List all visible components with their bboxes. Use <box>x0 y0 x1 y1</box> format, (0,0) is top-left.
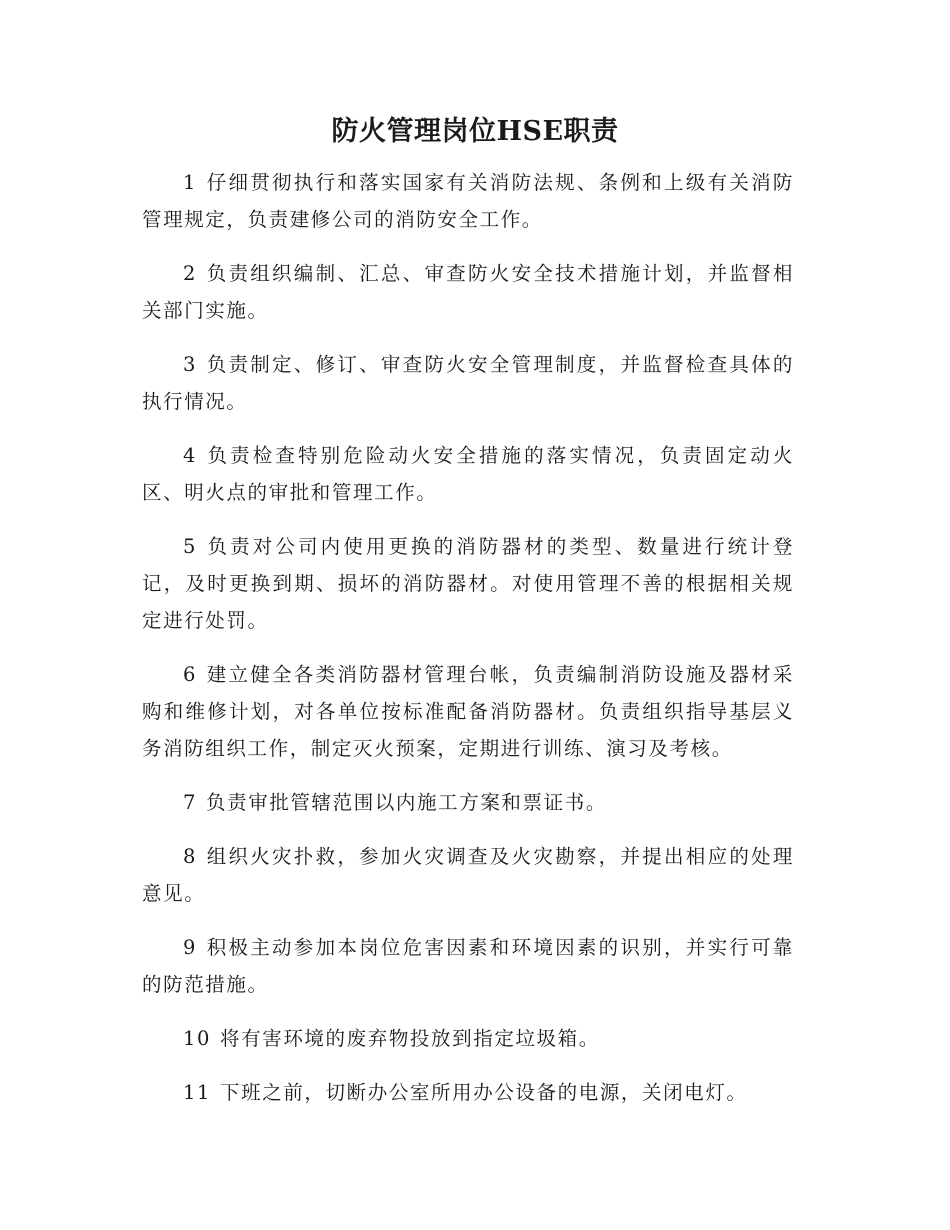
duty-item <box>142 164 794 238</box>
duty-text: 建立健全各类消防器材管理台帐，负责编制消防设施及器材采购和维修计划，对各单位按标准配备消防器材。负责组织指导基层义务消防组织工作，制定灭火预案，定期进行训练、演习及考核。 <box>142 663 794 760</box>
duty-text: 负责对公司内使用更换的消防器材的类型、数量进行统计登记，及时更换到期、损坏的消防器材。对使用管理不善的根据相关规定进行处罚。 <box>142 535 794 632</box>
duty-text: 仔细贯彻执行和落实国家有关消防法规、条例和上级有关消防管理规定，负责建修公司的消防安全工作。 <box>142 171 794 231</box>
duty-item <box>142 1074 794 1111</box>
duty-number: 11 <box>183 1081 212 1104</box>
duty-text: 组织火灾扑救，参加火灾调查及火灾勘察，并提出相应的处理意见。 <box>142 845 794 905</box>
duty-number: 3 <box>183 353 198 376</box>
duty-item <box>142 784 794 821</box>
duty-text: 积极主动参加本岗位危害因素和环境因素的识别，并实行可靠的防范措施。 <box>142 936 794 996</box>
duty-item <box>142 838 794 912</box>
duty-number: 9 <box>183 936 198 959</box>
duty-list <box>142 164 794 1128</box>
duty-number: 5 <box>183 535 198 558</box>
document-title: 防火管理岗位HSE职责 <box>331 116 619 147</box>
duty-text: 下班之前，切断办公室所用办公设备的电源，关闭电灯。 <box>220 1081 748 1104</box>
duty-text: 负责审批管辖范围以内施工方案和票证书。 <box>206 791 607 814</box>
duty-item <box>142 528 794 639</box>
duty-text: 负责制定、修订、审查防火安全管理制度，并监督检查具体的执行情况。 <box>142 353 794 413</box>
duty-text: 将有害环境的废弃物投放到指定垃圾箱。 <box>220 1027 600 1050</box>
duty-text: 负责检查特别危险动火安全措施的落实情况，负责固定动火区、明火点的审批和管理工作。 <box>142 444 794 504</box>
duty-item <box>142 929 794 1003</box>
duty-item <box>142 346 794 420</box>
duty-number: 8 <box>183 845 198 868</box>
duty-item <box>142 437 794 511</box>
duty-number: 4 <box>183 444 198 467</box>
duty-text: 负责组织编制、汇总、审查防火安全技术措施计划，并监督相关部门实施。 <box>142 262 794 322</box>
duty-number: 6 <box>183 663 198 686</box>
duty-number: 7 <box>183 791 198 814</box>
duty-item <box>142 1020 794 1057</box>
duty-number: 2 <box>183 262 198 285</box>
duty-number: 10 <box>183 1027 212 1050</box>
duty-number: 1 <box>183 171 198 194</box>
duty-item <box>142 656 794 767</box>
duty-item <box>142 255 794 329</box>
